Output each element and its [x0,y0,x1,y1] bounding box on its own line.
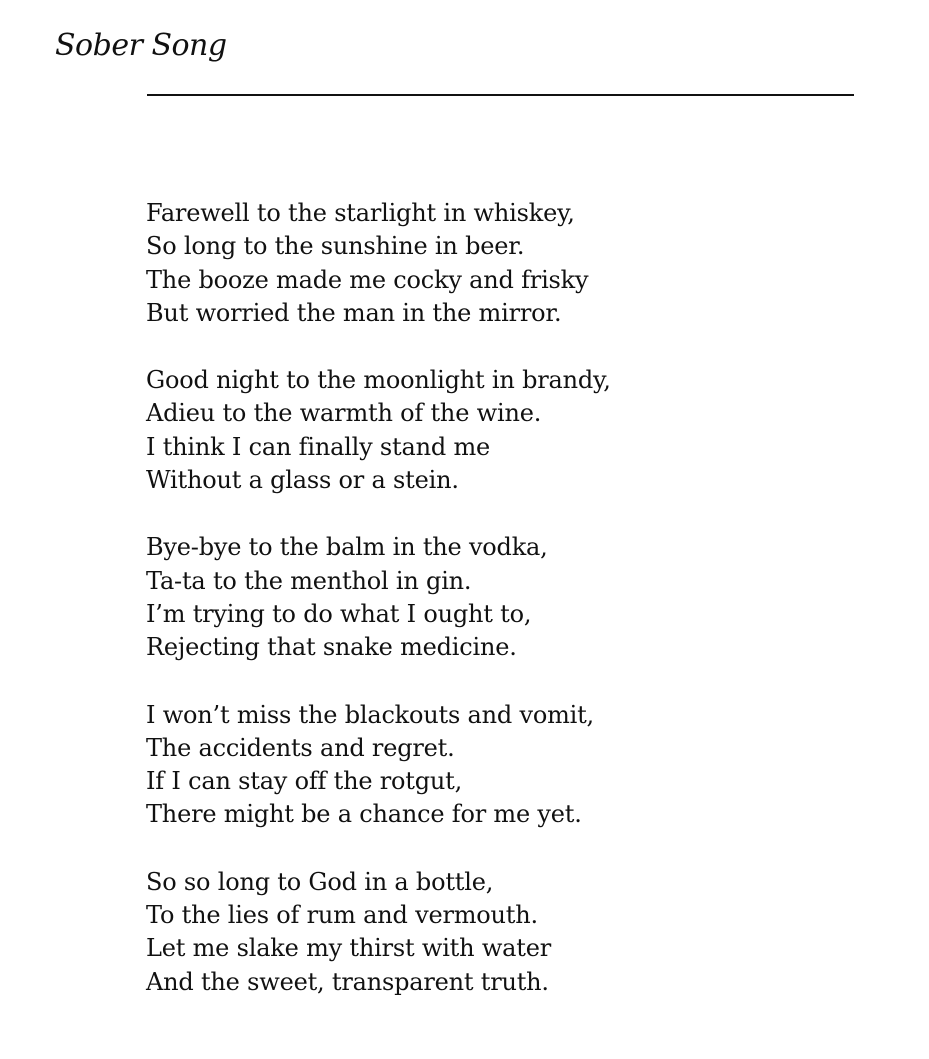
poem-line: I’m trying to do what I ought to, [146,599,532,628]
poem-title: Sober Song [55,28,227,63]
poem-line: Farewell to the starlight in whiskey, [146,199,575,227]
poem-line: I won’t miss the blackouts and vomit, [146,700,594,729]
title-divider [147,94,854,96]
poem-line: There might be a chance for me yet. [146,800,582,829]
poem-line: And the sweet, transparent truth. [146,967,549,996]
poem-line: So so long to God in a bottle, [146,867,494,896]
poem-body [146,197,611,1033]
poem-line: Bye-bye to the balm in the vodka, [146,533,548,562]
poem-line: The accidents and regret. [146,733,455,762]
poem-line: Good night to the moonlight in brandy, [146,366,611,395]
stanza-4 [146,699,611,832]
poem-line: Without a glass or a stein. [146,466,459,495]
stanza-1 [146,197,611,330]
poem-line: To the lies of rum and vermouth. [146,901,538,930]
poem-line: Rejecting that snake medicine. [146,633,517,662]
stanza-2 [146,364,611,497]
poem-line: I think I can finally stand me [146,432,491,461]
poem-line: If I can stay off the rotgut, [146,767,463,796]
poem-line: So long to the sunshine in beer. [146,232,525,261]
poem-line: Ta-ta to the menthol in gin. [146,566,472,595]
poem-line: But worried the man in the mirror. [146,298,562,327]
poem-line: Adieu to the warmth of the wine. [146,399,542,428]
poem-line: Let me slake my thirst with water [146,934,551,963]
stanza-3 [146,531,611,664]
stanza-5 [146,866,611,999]
poem-line: The booze made me cocky and frisky [146,265,589,294]
